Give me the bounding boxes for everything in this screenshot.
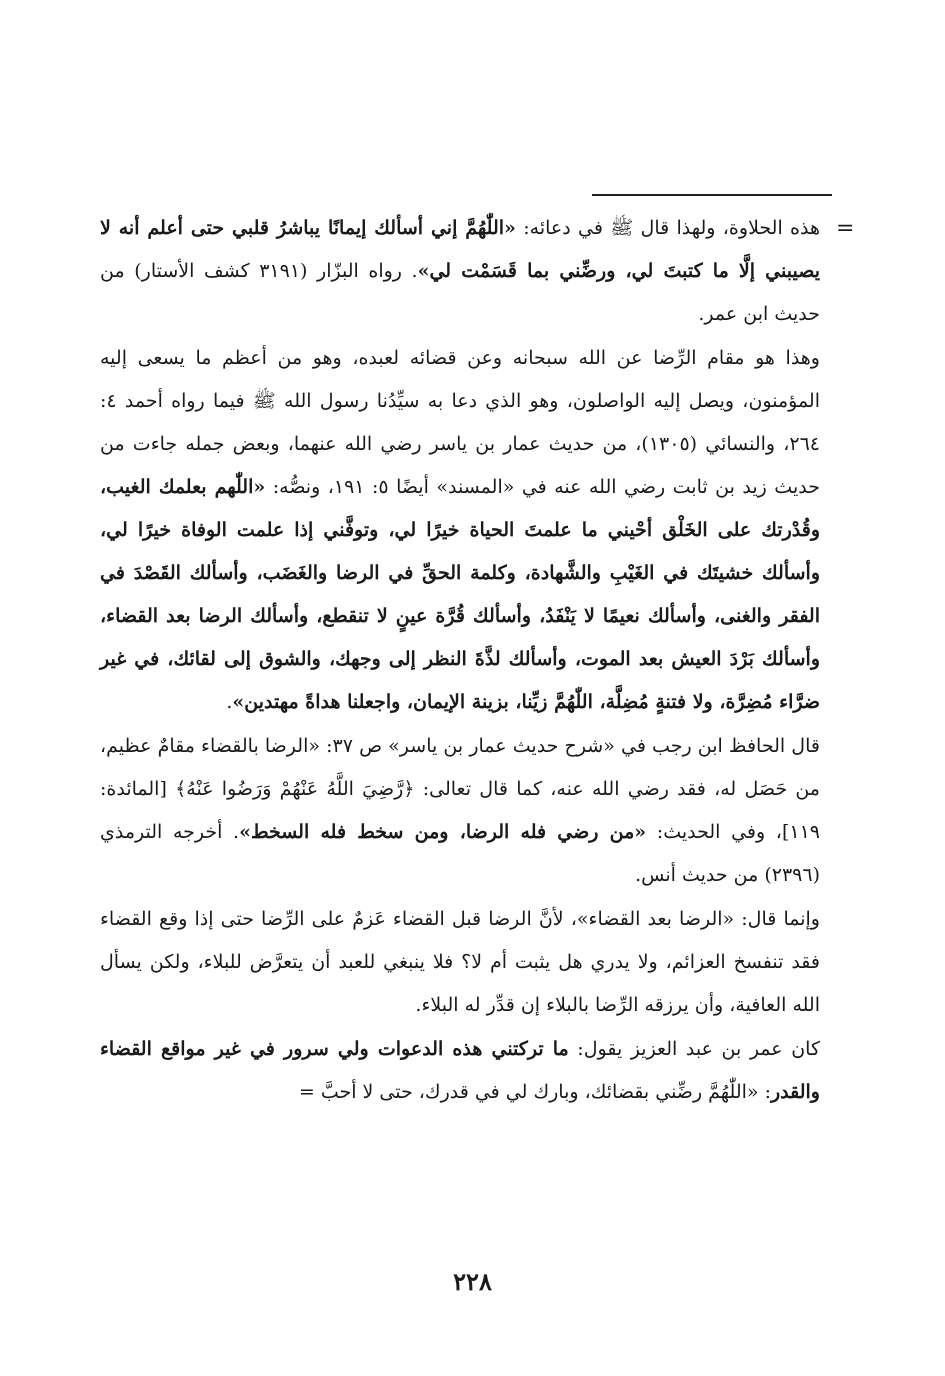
hadith-text: «اللّٰهُمَّ إني أسألك إيمانًا يباشرُ قلبي حتى أعلم أنه لا يصيبني إلَّا ما كتبتَ لي، ورضِّني بما قَسَمْت لي»	[100, 217, 820, 282]
text-segment: كان عمر بن عبد العزيز يقول:	[568, 1038, 820, 1060]
quote-text: ما تركتني هذه الدعوات ولي سرور في غير مواقع القضاء والقدر	[100, 1038, 820, 1103]
footnote-text	[100, 207, 820, 1114]
paragraph-1	[100, 207, 820, 336]
paragraph-2	[100, 337, 820, 724]
paragraph-5	[100, 1028, 820, 1114]
paragraph-4	[100, 898, 820, 1027]
continuation-mark: =	[836, 216, 855, 241]
text-segment: . رواه البزّار (٣١٩١ كشف الأستار) من حديث ابن عمر.	[100, 260, 820, 325]
text-segment: . أخرجه الترمذي (٢٣٩٦) من حديث أنس.	[100, 821, 820, 886]
hadith-text: «اللّٰهم بعلمك الغيب، وقُدْرتك على الخَلْق أحْيني ما علمتَ الحياة خيرًا لي، وتوفَّني إذا علمت الوفاة خيرًا لي، وأسألك خشيتَك في الغَيْبِ والشَّهادة، وكلمة الحقِّ في الرضا والغَضَب، وأسألك القَصْدَ في الفقر والغنى، وأسألك نعيمًا لا يَنْفَدُ، وأسألك قُرَّة عينٍ لا تنقطع، وأسألك الرضا بعد القضاء، وأسألك بَرْدَ العيش بعد الموت، وأسألك لذَّةَ النظر إلى وجهك، والشوق إلى لقائك، في غير ضرَّاء مُضِرَّة، ولا فتنةٍ مُضِلَّة، اللّٰهُمَّ زيِّنا، بزينة الإيمان، واجعلنا هداةً مهتدين»	[100, 476, 820, 713]
text-segment: .	[226, 691, 233, 713]
text-segment: هذه الحلاوة، ولهذا قال ﷺ في دعائه:	[515, 217, 821, 239]
text-segment: وهذا هو مقام الرِّضا عن الله سبحانه وعن قضائه لعبده، وهو من أعظم ما يسعى إليه المؤمنون، ويصل إليه الواصلون، وهو الذي دعا به سيِّدُنا رسول الله ﷺ فيما رواه أحمد ٤: ٢٦٤، والنسائي (١٣٠٥)، من حديث عمار بن ياسر رضي الله عنهما، وبعض جمله جاءت من حديث زيد بن ثابت رضي الله عنه في «المسند» أيضًا ٥: ١٩١، ونصُّه:	[100, 347, 821, 498]
text-segment: : «اللّٰهُمَّ رضِّني بقضائك، وبارك لي في قدرك، حتى لا أحبَّ =	[298, 1081, 771, 1103]
paragraph-3	[100, 725, 820, 897]
text-segment: وإنما قال: «الرضا بعد القضاء»، لأنَّ الرضا قبل القضاء عَزمٌ على الرِّضا حتى إذا وقع القضاء فقد تنفسخ العزائم، ولا يدري هل يثبت أم لا؟ فلا ينبغي للعبد أن يتعرَّض للبلاء، ولكن يسأل الله العافية، وأن يرزقه الرِّضا بالبلاء إن قدِّر له البلاء.	[100, 908, 820, 1016]
text-segment: قال الحافظ ابن رجب في «شرح حديث عمار بن ياسر» ص ٣٧: «الرضا بالقضاء مقامٌ عظيم، من حَصَل له، فقد رضي الله عنه، كما قال تعالى: ﴿رَّضِيَ اللَّهُ عَنْهُمْ وَرَضُوا عَنْهُ﴾ [المائدة: ١١٩]، وفي الحديث:	[100, 735, 820, 843]
hadith-text: «من رضي فله الرضا، ومن سخط فله السخط»	[239, 821, 647, 843]
page-number: ٢٢٨	[453, 1267, 492, 1296]
footnote-separator-rule	[592, 194, 832, 196]
